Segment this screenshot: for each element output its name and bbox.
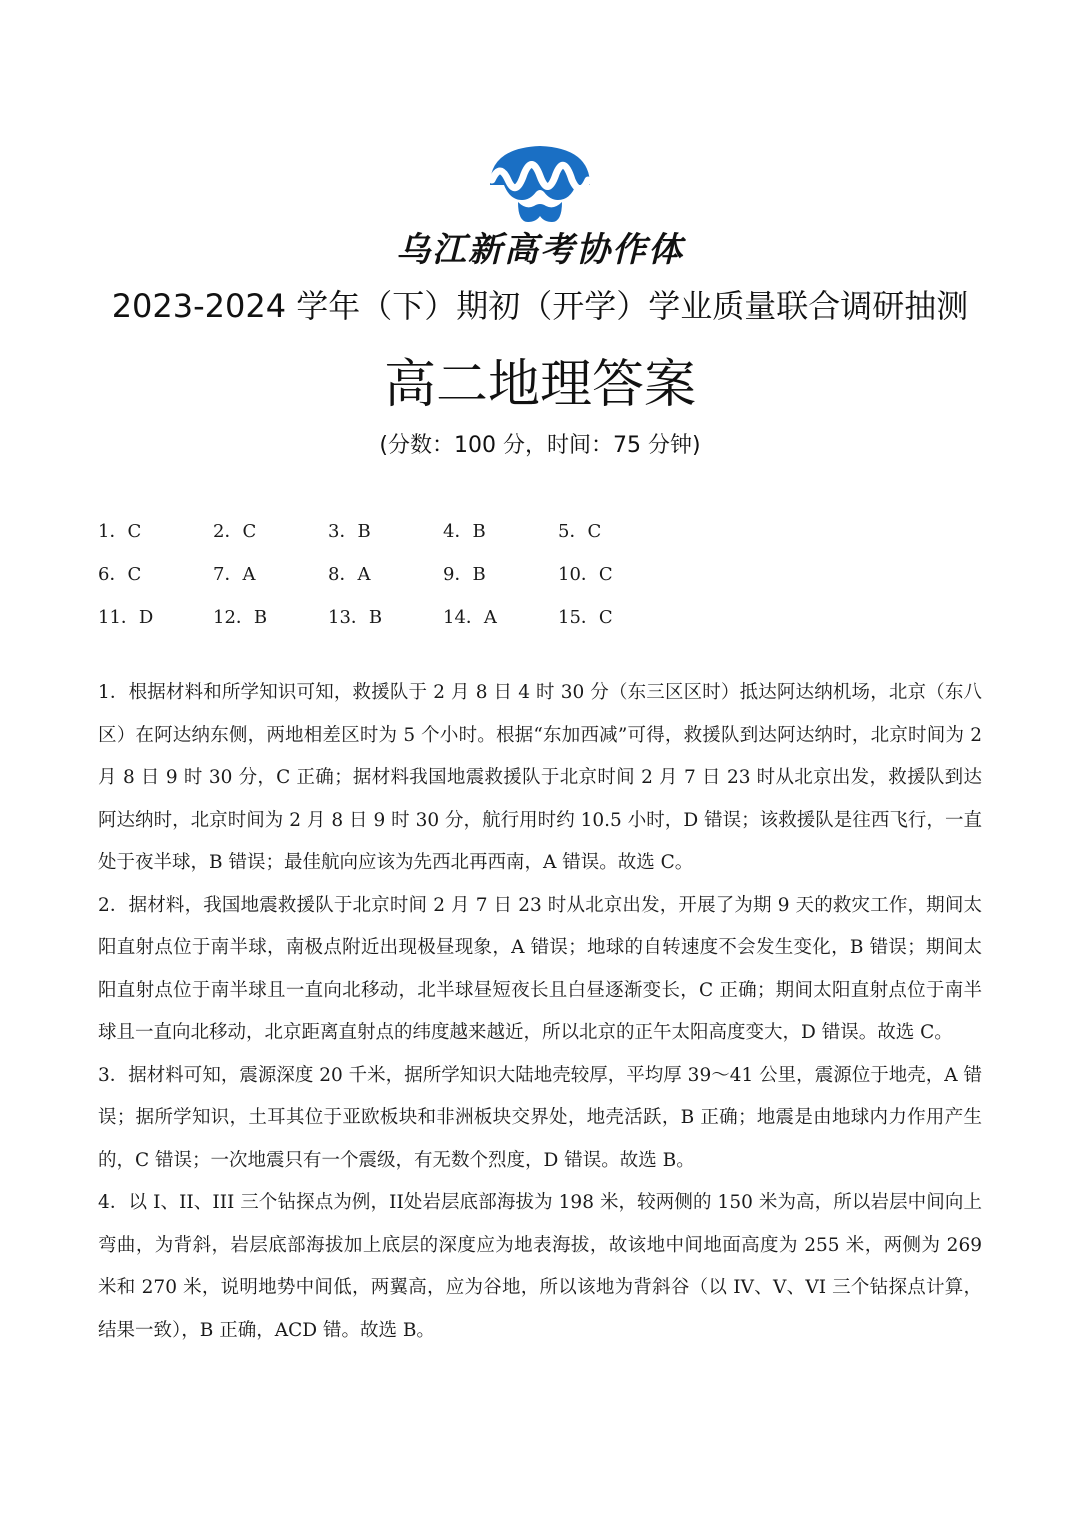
answer-row	[98, 508, 698, 551]
answer-item: 8．A	[328, 563, 371, 585]
answer-item: 13．B	[328, 606, 383, 628]
explanation-4: 4．以 I、II、III 三个钻探点为例，II处岩层底部海拔为 198 米，较两侧的 150 米为高，所以岩层中间向上弯曲，为背斜，岩层底部海拔加上底层的深度应为地表海拔，故该地中间地面高度为 255 米，两侧为 269 米和 270 米，说明地势中间低，两翼高，应为谷地，所以该地为背斜谷（以 IV、V、VI 三个钻探点计算，结果一致），B 正确，ACD 错。故选 B。	[98, 1192, 982, 1341]
answer-item: 7．A	[213, 563, 256, 585]
wujiang-logo-icon	[470, 140, 610, 225]
answer-item: 10．C	[558, 563, 613, 585]
answer-item: 2．C	[213, 520, 257, 542]
explanation-section	[98, 672, 982, 1352]
answer-item: 12．B	[213, 606, 268, 628]
answer-row	[98, 594, 698, 637]
answer-item: 1．C	[98, 520, 142, 542]
answer-item: 9．B	[443, 563, 486, 585]
answer-item: 5．C	[558, 520, 602, 542]
brand-name: 乌江新高考协作体	[396, 230, 684, 270]
page-title: 高二地理答案	[383, 355, 696, 415]
answer-item: 6．C	[98, 563, 142, 585]
answer-item: 11．D	[98, 606, 154, 628]
explanation-3: 3．据材料可知，震源深度 20 千米，据所学知识大陆地壳较厚，平均厚 39～41 公里，震源位于地壳，A 错误；据所学知识，土耳其位于亚欧板块和非洲板块交界处，地壳活跃，B 正确；地震是由地球内力作用产生的，C 错误；一次地震只有一个震级，有无数个烈度，D 错误。故选 B。	[98, 1064, 982, 1171]
explanation-1: 1．根据材料和所学知识可知，救援队于 2 月 8 日 4 时 30 分（东三区区时）抵达阿达纳机场，北京（东八区）在阿达纳东侧，两地相差区时为 5 个小时。根据“东加西减”可得，救援队到达阿达纳时，北京时间为 2 月 8 日 9 时 30 分，C 正确；据材料我国地震救援队于北京时间 2 月 7 日 23 时从北京出发，救援队到达阿达纳时，北京时间为 2 月 8 日 9 时 30 分，航行用时约 10.5 小时，D 错误；该救援队是往西飞行，一直处于夜半球，B 错误；最佳航向应该为先西北再西南，A 错误。故选 C。	[98, 682, 982, 873]
score-time-info: (分数：100 分，时间：75 分钟)	[379, 433, 701, 458]
answer-item: 14．A	[443, 606, 497, 628]
answer-key-grid	[98, 508, 698, 637]
answer-item: 4．B	[443, 520, 486, 542]
answer-item: 15．C	[558, 606, 613, 628]
answer-item: 3．B	[328, 520, 371, 542]
exam-subtitle: 2023-2024 学年（下）期初（开学）学业质量联合调研抽测	[111, 287, 969, 325]
answer-row	[98, 551, 698, 594]
explanation-2: 2．据材料，我国地震救援队于北京时间 2 月 7 日 23 时从北京出发，开展了为期 9 天的救灾工作，期间太阳直射点位于南半球，南极点附近出现极昼现象，A 错误；地球的自转速度不会发生变化，B 错误；期间太阳直射点位于南半球且一直向北移动，北半球昼短夜长且白昼逐渐变长，C 正确；期间太阳直射点位于南半球且一直向北移动，北京距离直射点的纬度越来越近，所以北京的正午太阳高度变大，D 错误。故选 C。	[98, 894, 982, 1043]
